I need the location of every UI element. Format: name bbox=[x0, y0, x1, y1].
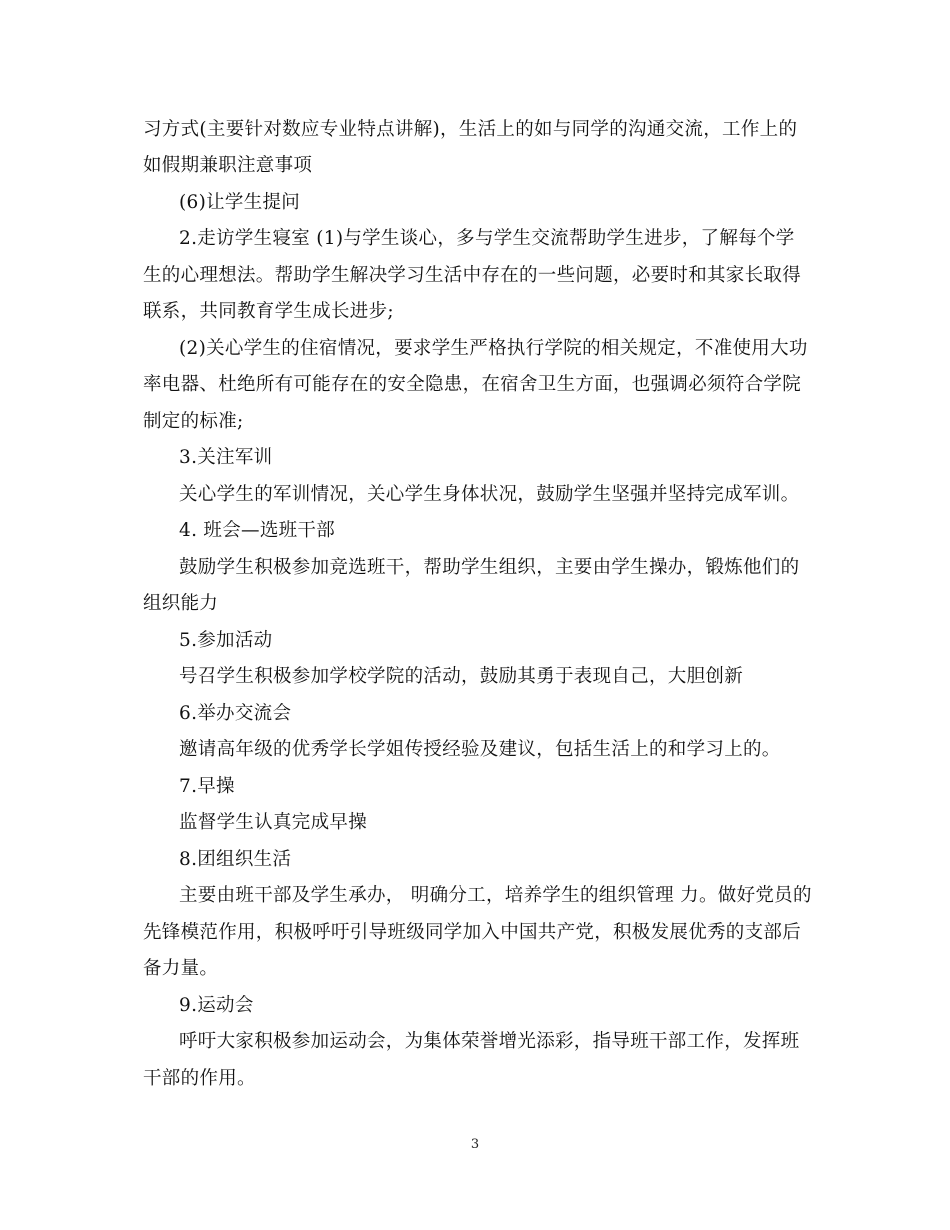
body-text-line: 关心学生的军训情况，关心学生身体状况，鼓励学生坚强并坚持完成军训。 bbox=[179, 484, 800, 505]
body-text-line: 如假期兼职注意事项 bbox=[143, 155, 313, 176]
body-text-line: 干部的作用。 bbox=[143, 1068, 256, 1089]
body-text-line: 制定的标准; bbox=[143, 411, 244, 432]
section-heading: 9.运动会 bbox=[179, 995, 254, 1016]
body-text-line: 先锋模范作用，积极呼吁引导班级同学加入中国共产党，积极发展优秀的支部后 bbox=[143, 922, 802, 943]
body-text-line: 备力量。 bbox=[143, 958, 219, 979]
body-text-line: 鼓励学生积极参加竞选班干，帮助学生组织，主要由学生操办，锻炼他们的 bbox=[179, 557, 800, 578]
body-text-line: (2)关心学生的住宿情况，要求学生严格执行学院的相关规定，不准使用大功 bbox=[179, 338, 808, 359]
section-heading: 6.举办交流会 bbox=[179, 703, 292, 724]
body-text-line: 呼吁大家积极参加运动会，为集体荣誉增光添彩，指导班干部工作，发挥班 bbox=[179, 1031, 800, 1052]
body-text-line: 联系，共同教育学生成长进步; bbox=[143, 301, 394, 322]
body-text-line: 主要由班干部及学生承办， 明确分工，培养学生的组织管理 力。做好党员的 bbox=[179, 885, 812, 906]
section-heading: 4. 班会—选班干部 bbox=[179, 520, 336, 541]
section-heading: 7.早操 bbox=[179, 776, 235, 797]
section-heading: 2.走访学生寝室 (1)与学生谈心，多与学生交流帮助学生进步，了解每个学 bbox=[179, 228, 795, 249]
section-heading: 8.团组织生活 bbox=[179, 849, 292, 870]
body-text-line: 习方式(主要针对数应专业特点讲解)，生活上的如与同学的沟通交流，工作上的 bbox=[143, 119, 798, 140]
body-text-line: 监督学生认真完成早操 bbox=[179, 812, 368, 833]
section-heading: 5.参加活动 bbox=[179, 630, 273, 651]
body-text-line: 组织能力 bbox=[143, 593, 219, 614]
page-number: 3 bbox=[470, 1137, 480, 1152]
section-heading: 3.关注军训 bbox=[179, 447, 273, 468]
body-text-line: 生的心理想法。帮助学生解决学习生活中存在的一些问题，必要时和其家长取得 bbox=[143, 265, 802, 286]
list-item-heading: (6)让学生提问 bbox=[179, 192, 301, 213]
body-text-line: 号召学生积极参加学校学院的活动，鼓励其勇于表现自己，大胆创新 bbox=[179, 666, 744, 687]
body-text-line: 率电器、杜绝所有可能存在的安全隐患，在宿舍卫生方面，也强调必须符合学院 bbox=[143, 374, 802, 395]
body-text-line: 邀请高年级的优秀学长学姐传授经验及建议，包括生活上的和学习上的。 bbox=[179, 739, 781, 760]
